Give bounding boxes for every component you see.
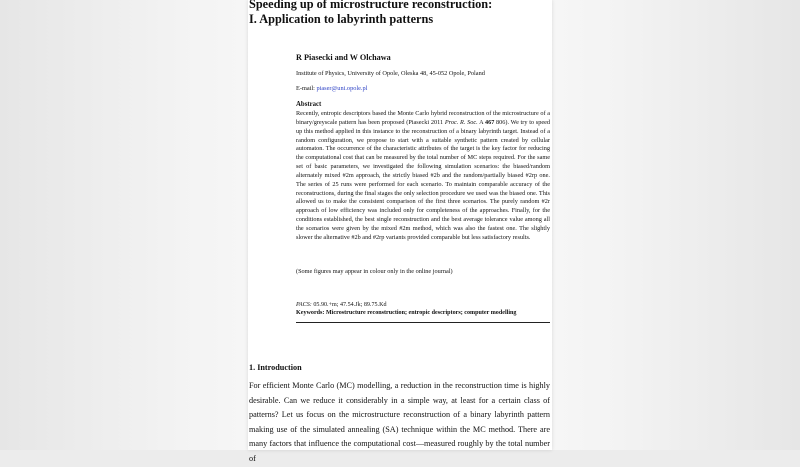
- abstract-part-3: 806). We try to speed up this method applied in this instance to the reconstruction of a binary labyrinth target. Instead of a random configuration, we propose to start with a suitable synthetic pattern created by cellular automaton. The occurrence of the characteristic attributes of the target is the key factor for reducing the computational cost that can be measured by the total number of MC steps required. For the same set of basic parameters, we investigated the following simulation scenarios: the biased/random alternately mixed #2m approach, the strictly biased #2b and the random/partially biased #2rp one. The series of 25 runs were performed for each scenario. To maintain comparable accuracy of the reconstructions, during the final stages the only selection procedure we used was the biased one. This allowed us to make the consistent comparison of the first three scenarios. The purely random #2r approach of low efficiency was included only for completeness of the approaches. Finally, for the conditions established, the best single reconstruction and the best average tolerance value among all the scenarios were given by the mixed #2m method, which was also the fastest one. The slightly slower the alternative #2b and #2rp variants provided comparable but less satisfactory results.: [296, 118, 551, 241]
- abstract-part-1: Recently, entropic descriptors based the Monte Carlo hybrid reconstruction of the microstructure of a binary/greyscale pattern has been proposed (Piasecki 2011: [296, 110, 550, 126]
- abstract-part-2: A: [477, 118, 485, 126]
- introduction-paragraph: For efficient Monte Carlo (MC) modelling, a reduction in the reconstruction time is highly desirable. Can we reduce it considerably in a simple way, at least for a certain class of patterns? Let us focus on the microstructure reconstruction of a binary labyrinth pattern making use of the simulated annealing (SA) technique within the MC method. There are many factors that influence the computational cost—measured roughly by the total number of: [249, 381, 550, 463]
- pacs-values: 05.90.+m; 47.54.Jk; 89.75.Kd: [311, 302, 387, 308]
- affiliation: Institute of Physics, University of Opole, Oleska 48, 45-052 Opole, Poland: [296, 70, 485, 77]
- abstract-text: [296, 110, 550, 243]
- abstract-volume: 467: [484, 118, 495, 126]
- keywords-line: Keywords: Microstructure reconstruction; entropic descriptors; computer modelling: [296, 310, 517, 316]
- email-label: E-mail:: [296, 85, 317, 92]
- section-divider: [296, 322, 550, 323]
- pdf-page[interactable]: [248, 0, 552, 463]
- abstract-journal: Proc. R. Soc.: [444, 118, 478, 126]
- pacs-label: PACS:: [296, 302, 312, 308]
- email-line: [296, 85, 367, 92]
- paper-title-line-2: I. Application to labyrinth patterns: [249, 12, 434, 26]
- section-heading-introduction: 1. Introduction: [249, 363, 302, 372]
- authors: R Piasecki and W Olchawa: [296, 53, 391, 62]
- pacs-line: [296, 302, 387, 308]
- colour-note: (Some figures may appear in colour only in the online journal): [296, 268, 453, 275]
- paper-title-line-1: Speeding up of microstructure reconstruction:: [249, 0, 493, 11]
- email-link[interactable]: piaser@uni.opole.pl: [316, 85, 368, 92]
- abstract-heading: Abstract: [296, 101, 322, 108]
